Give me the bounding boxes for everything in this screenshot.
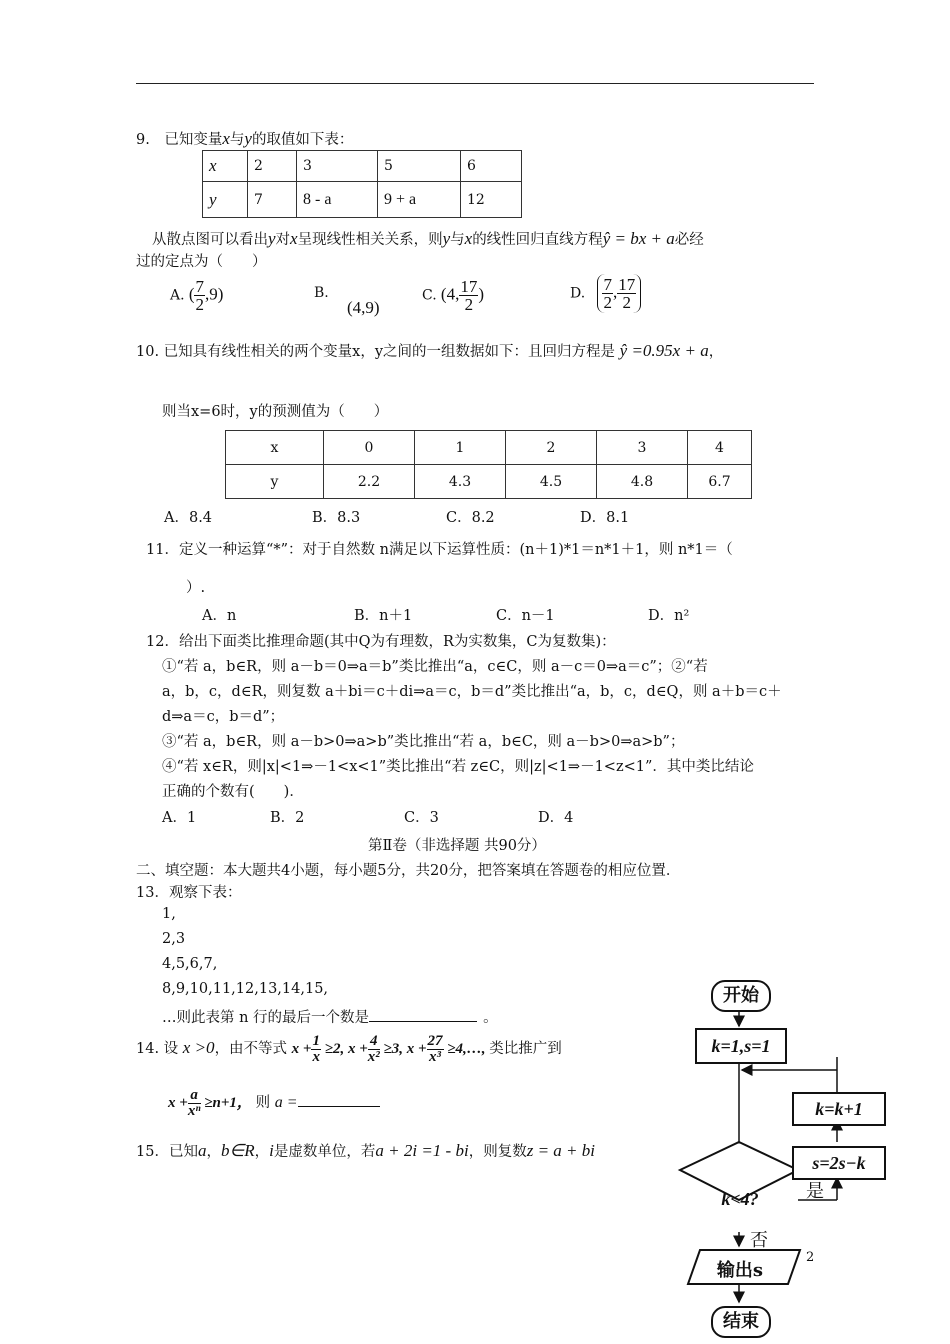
- q12-option-c: C．3: [404, 810, 439, 826]
- q11-option-c: C．n－1: [496, 608, 555, 624]
- flowchart-update: s=2s−k: [792, 1146, 886, 1180]
- q12-line: ④“若 x∈R，则|x|<1⇒－1<x<1”类比推出“若 z∈C，则|z|<1⇒－1<z<1”．其中类比结论: [162, 759, 754, 775]
- q9-text: 与: [450, 232, 465, 248]
- q12-line: a，b，c，d∈R，则复数 a＋bi＝c＋di⇒a＝c，b＝d”类比推出“a，b，c，d∈Q，则 a＋b＝c＋: [162, 684, 782, 700]
- part-title: 第Ⅱ卷（非选择题 共90分）: [368, 838, 546, 854]
- q15-text: ，: [206, 1144, 221, 1160]
- q12-line: ①“若 a，b∈R，则 a－b＝0⇒a＝b”类比推出“a，c∈C，则 a－c＝0⇒a＝c”；②“若: [162, 659, 708, 675]
- q13-stem: 13．观察下表：: [136, 885, 242, 901]
- q9-stem-text: 9. 已知变量: [136, 132, 223, 148]
- q10-cell: 4: [688, 431, 752, 465]
- q10-cell: 4.5: [506, 465, 597, 499]
- answer-blank[interactable]: [298, 1106, 380, 1107]
- page-number: 2: [806, 1250, 815, 1265]
- q14-condition: x >0: [182, 1037, 215, 1057]
- q9-conj: 与: [229, 132, 245, 148]
- q9-cell: 3: [297, 151, 378, 182]
- q15-text: 是虚数单位，若: [273, 1144, 376, 1160]
- q9-line2: [152, 228, 704, 249]
- flowchart-end: 结束: [711, 1306, 771, 1338]
- q14-text: 类比推广到: [489, 1040, 562, 1057]
- q10-line2: 则当x=6时，y的预测值为（ ）: [162, 404, 389, 420]
- fraction-den: 2: [195, 295, 204, 314]
- q10-cell: x: [226, 431, 324, 465]
- q14-inequalities: [291, 1033, 490, 1065]
- q9-option-a: A. ( $\frac{7}{2}$ ,9): [170, 277, 224, 314]
- q11-stem: 11．定义一种运算“*”：对于自然数 n满足以下运算性质：(n＋1)*1＝n*1＋1，则 n*1＝（: [146, 542, 733, 558]
- regression-equation: ŷ = bx + a: [602, 229, 675, 248]
- q10-option-d: D．8.1: [580, 510, 630, 526]
- var-y: y: [268, 229, 276, 248]
- var-x: x: [290, 229, 298, 248]
- option-label: A.: [170, 287, 185, 304]
- q9-text: 必经: [674, 232, 704, 248]
- q14-line2: [168, 1088, 380, 1119]
- q10-cell: 2: [506, 431, 597, 465]
- fraction-den: x²: [367, 1049, 380, 1065]
- q11-option-b: B．n＋1: [354, 608, 413, 624]
- fraction-num: 4: [368, 1034, 380, 1050]
- q14-line1: [136, 1034, 562, 1065]
- var-y: y: [442, 229, 451, 248]
- q13-row: 2,3: [162, 931, 186, 947]
- q9-cell: 6: [461, 151, 522, 182]
- flowchart-increment: k=k+1: [792, 1092, 886, 1126]
- option-label: B.: [314, 285, 329, 301]
- option-value: (4,: [440, 284, 460, 304]
- expr-part: ≥n+1，: [200, 1094, 252, 1111]
- flowchart-init: k=1,s=1: [695, 1028, 787, 1064]
- q12-option-a: A．1: [162, 810, 197, 826]
- q14-text: a =: [274, 1093, 298, 1111]
- fraction-num: 1: [312, 1033, 320, 1049]
- q13-row: 4,5,6,7,: [162, 956, 218, 972]
- q11-close: ）.: [186, 580, 206, 596]
- q9-cell: 8 - a: [297, 182, 378, 218]
- q9-option-b: [314, 285, 380, 317]
- fraction-den: 2: [464, 295, 474, 314]
- q9-text: 对: [275, 232, 291, 248]
- q12-option-b: B．2: [270, 810, 305, 826]
- q10-option-a: A．8.4: [164, 510, 213, 526]
- section-heading: 二、填空题：本大题共4小题，每小题5分，共20分，把答案填在答题卷的相应位置．: [136, 863, 681, 879]
- q12-option-d: D．4: [538, 810, 574, 826]
- q11-option-a: A．n: [202, 608, 237, 624]
- q13-text: …则此表第 n 行的最后一个数是: [162, 1010, 370, 1026]
- q9-cell: 12: [461, 182, 522, 218]
- fraction-num: a: [188, 1088, 201, 1104]
- q10-cell: 0: [324, 431, 415, 465]
- option-label: D.: [570, 285, 586, 302]
- option-value: ,9): [204, 284, 224, 304]
- q15-equation: a + 2i =1 - bi: [375, 1141, 469, 1160]
- q13-row: 1,: [162, 906, 176, 922]
- fraction-den: xⁿ: [187, 1103, 201, 1119]
- q13-text: 。: [483, 1010, 498, 1026]
- fraction-num: 7: [603, 275, 612, 294]
- fraction-num: 17: [618, 275, 636, 294]
- q10-cell: 4.3: [415, 465, 506, 499]
- expr-part: ≥4,…,: [443, 1040, 486, 1057]
- q9-cell: 5: [378, 151, 461, 182]
- q10-option-c: C．8.2: [446, 510, 495, 526]
- regression-equation: ŷ =0.95x + a: [619, 341, 709, 360]
- q15-text: ，则复数: [468, 1144, 527, 1160]
- fraction-den: x: [312, 1049, 320, 1065]
- var-y: y: [244, 129, 252, 148]
- q9-text: 呈现线性相关关系，则: [297, 232, 443, 248]
- q15-expression: z = a + bi: [526, 1141, 595, 1160]
- q15-condition: b∈R: [220, 1141, 255, 1160]
- q12-line: 正确的个数有( )．: [162, 784, 304, 800]
- q9-cell: 2: [248, 151, 297, 182]
- q9-stem-text-2: 的取值如下表：: [251, 132, 354, 148]
- flowchart-condition: k<4?: [721, 1189, 759, 1209]
- q10-cell: 6.7: [688, 465, 752, 499]
- q11-option-d: D．n²: [648, 608, 690, 624]
- expr-part: x +: [168, 1094, 188, 1111]
- q10-text: 10. 已知具有线性相关的两个变量x，y之间的一组数据如下：且回归方程是: [136, 344, 616, 360]
- q10-cell: 4.8: [597, 465, 688, 499]
- fraction-num: 7: [195, 277, 204, 296]
- q9-stem: [136, 128, 353, 149]
- fraction-num: 27: [427, 1033, 443, 1049]
- flowchart-start: 开始: [711, 980, 771, 1012]
- flowchart-no-label: 否: [750, 1230, 768, 1251]
- q10-cell: y: [226, 465, 324, 499]
- flowchart-output: 输出s: [716, 1260, 764, 1281]
- q14-text: 则: [255, 1094, 271, 1111]
- q10-table: [225, 430, 752, 499]
- flowchart-yes-label: 是: [806, 1181, 824, 1202]
- q9-line3: 过的定点为（ ）: [136, 254, 267, 270]
- q9-cell: x: [203, 151, 248, 182]
- q9-cell: 9 + a: [378, 182, 461, 218]
- q9-cell: 7: [248, 182, 297, 218]
- expr-part: ≥3, x +: [379, 1040, 427, 1057]
- q10-stem: [136, 340, 723, 361]
- expr-part: ≥2, x +: [320, 1040, 368, 1057]
- var-x: x: [464, 229, 473, 248]
- answer-blank[interactable]: [369, 1021, 477, 1022]
- var-x: x: [222, 129, 230, 148]
- option-value: (4,9): [347, 298, 380, 317]
- var-a: a: [197, 1141, 207, 1160]
- q10-option-b: B．8.3: [312, 510, 361, 526]
- fraction-num: 17: [460, 277, 478, 296]
- q15-line: [136, 1140, 595, 1161]
- q13-question: [162, 1006, 498, 1027]
- q10-cell: 1: [415, 431, 506, 465]
- var-i: i: [269, 1141, 274, 1160]
- option-label: C.: [422, 287, 437, 304]
- q9-cell: y: [203, 182, 248, 218]
- expr-part: x +: [291, 1040, 312, 1057]
- q13-row: 8,9,10,11,12,13,14,15,: [162, 981, 329, 997]
- q14-text: ，由不等式: [214, 1040, 288, 1057]
- fraction-den: x³: [429, 1049, 442, 1065]
- q14-text: 14. 设: [136, 1040, 179, 1057]
- q9-text: 的线性回归直线方程: [472, 232, 603, 248]
- header-rule: [136, 83, 814, 84]
- q15-text: 15．已知: [136, 1144, 198, 1160]
- fraction-den: 2: [603, 293, 612, 312]
- q9-option-d: D. $\frac{7}{2}$ , $\frac{17}{2}$: [570, 274, 641, 313]
- fraction-den: 2: [622, 293, 631, 312]
- q9-text: 从散点图可以看出: [152, 232, 268, 248]
- q15-text: ，: [254, 1144, 270, 1160]
- q10-text: ，: [708, 344, 724, 360]
- q12-line: ③“若 a，b∈R，则 a－b>0⇒a>b”类比推出“若 a，b∈C，则 a－b>0⇒a>b”；: [162, 734, 685, 750]
- q9-option-c: C. (4, $\frac{17}{2}$ ): [422, 277, 485, 314]
- q9-table: [202, 150, 522, 218]
- q10-cell: 3: [597, 431, 688, 465]
- q12-stem: 12．给出下面类比推理命题(其中Q为有理数，R为实数集，C为复数集)：: [146, 634, 616, 650]
- q12-line: d⇒a＝c，b＝d”；: [162, 709, 285, 725]
- q10-cell: 2.2: [324, 465, 415, 499]
